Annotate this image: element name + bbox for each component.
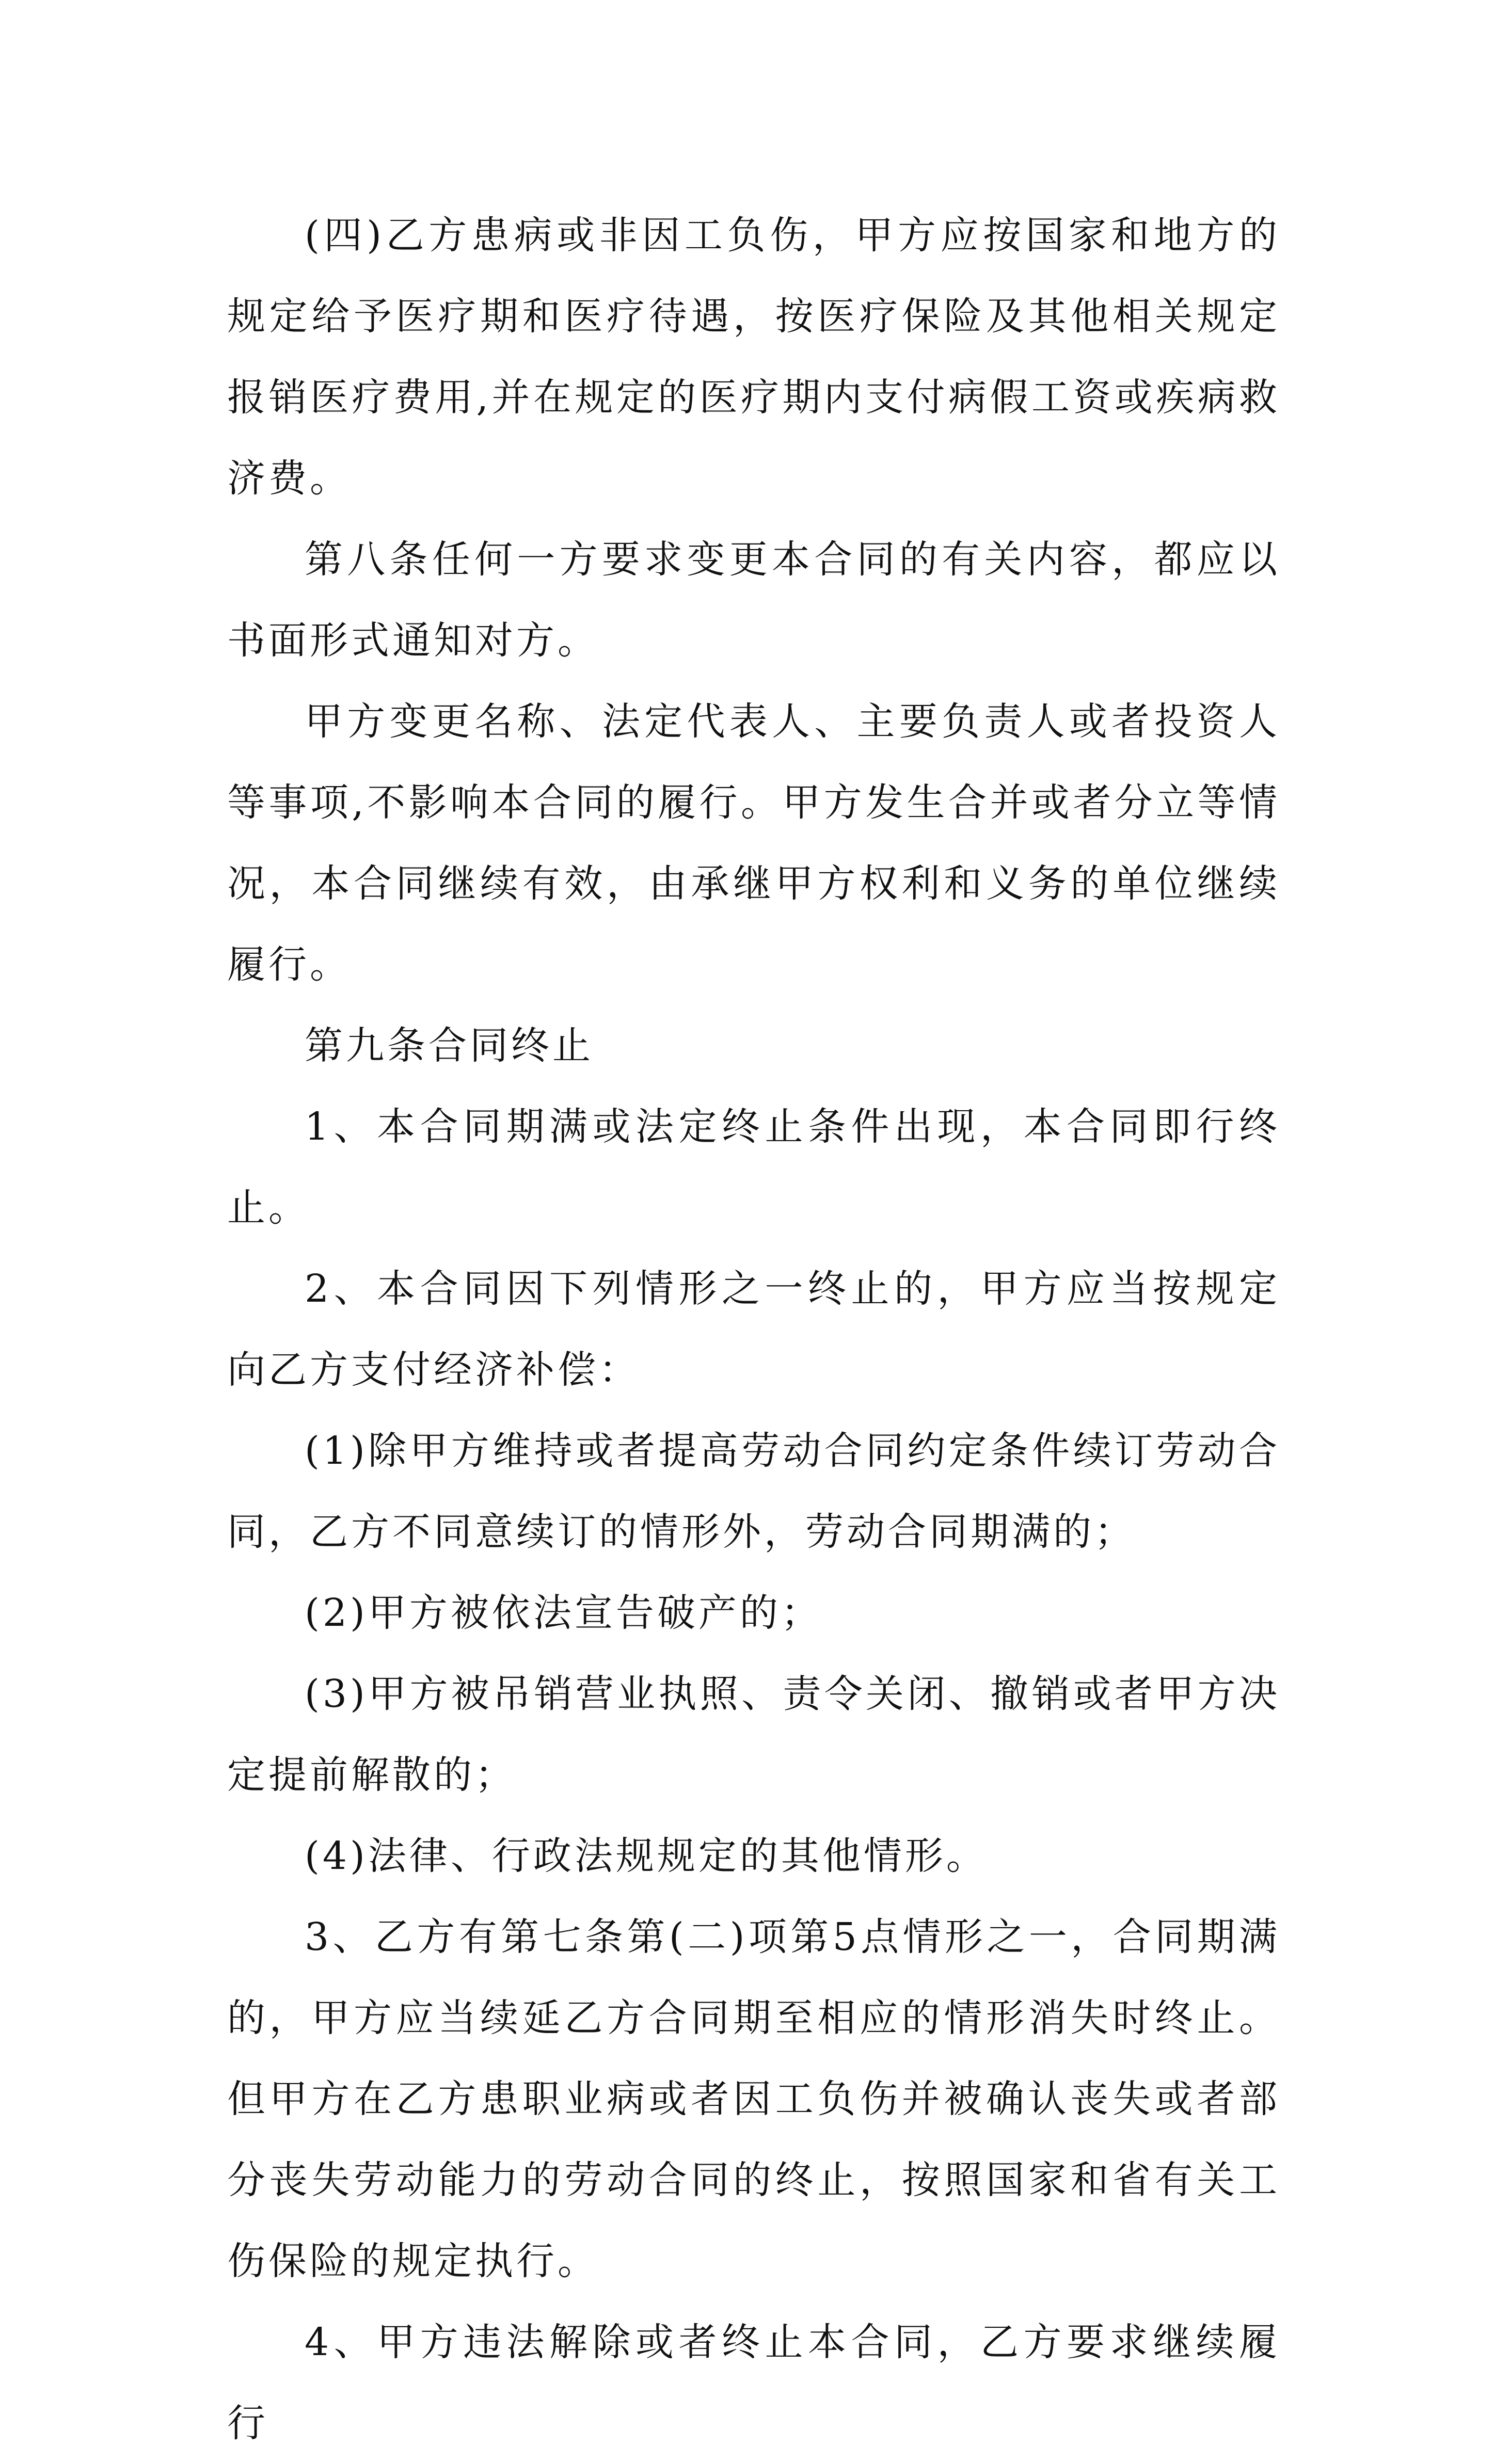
paragraph-termination-3: 3、乙方有第七条第(二)项第5点情形之一，合同期满的，甲方应当续延乙方合同期至相应的情形消失时终止。但甲方在乙方患职业病或者因工负伤并被确认丧失或者部分丧失劳动能力的劳动合同的终止，按照国家和省有关工伤保险的规定执行。 bbox=[227, 1915, 1280, 2283]
paragraph-article-9-heading: 第九条合同终止 bbox=[305, 1023, 594, 1068]
paragraph-item-4: (4)法律、行政法规规定的其他情形。 bbox=[305, 1834, 988, 1878]
paragraph-termination-2: 2、本合同因下列情形之一终止的，甲方应当按规定向乙方支付经济补偿： bbox=[227, 1267, 1280, 1392]
paragraph-item-2: (2)甲方被依法宣告破产的； bbox=[305, 1591, 822, 1635]
paragraph-item-1: (1)除甲方维持或者提高劳动合同约定条件续订劳动合同，乙方不同意续订的情形外，劳动合同期满的； bbox=[227, 1429, 1280, 1554]
paragraph-termination-4: 4、甲方违法解除或者终止本合同，乙方要求继续履行 bbox=[227, 2320, 1280, 2445]
paragraph-item-3: (3)甲方被吊销营业执照、责令关闭、撤销或者甲方决定提前解散的； bbox=[227, 1672, 1280, 1797]
paragraph-termination-1: 1、本合同期满或法定终止条件出现，本合同即行终止。 bbox=[227, 1105, 1280, 1230]
paragraph-party-a-changes: 甲方变更名称、法定代表人、主要负责人或者投资人等事项,不影响本合同的履行。甲方发生合并或者分立等情况，本合同继续有效，由承继甲方权利和义务的单位继续履行。 bbox=[227, 699, 1280, 987]
paragraph-article-8: 第八条任何一方要求变更本合同的有关内容，都应以书面形式通知对方。 bbox=[227, 537, 1280, 663]
document-body bbox=[227, 195, 1280, 2464]
paragraph-sick-leave: (四)乙方患病或非因工负伤，甲方应按国家和地方的规定给予医疗期和医疗待遇，按医疗保险及其他相关规定报销医疗费用,并在规定的医疗期内支付病假工资或疾病救济费。 bbox=[227, 213, 1280, 501]
